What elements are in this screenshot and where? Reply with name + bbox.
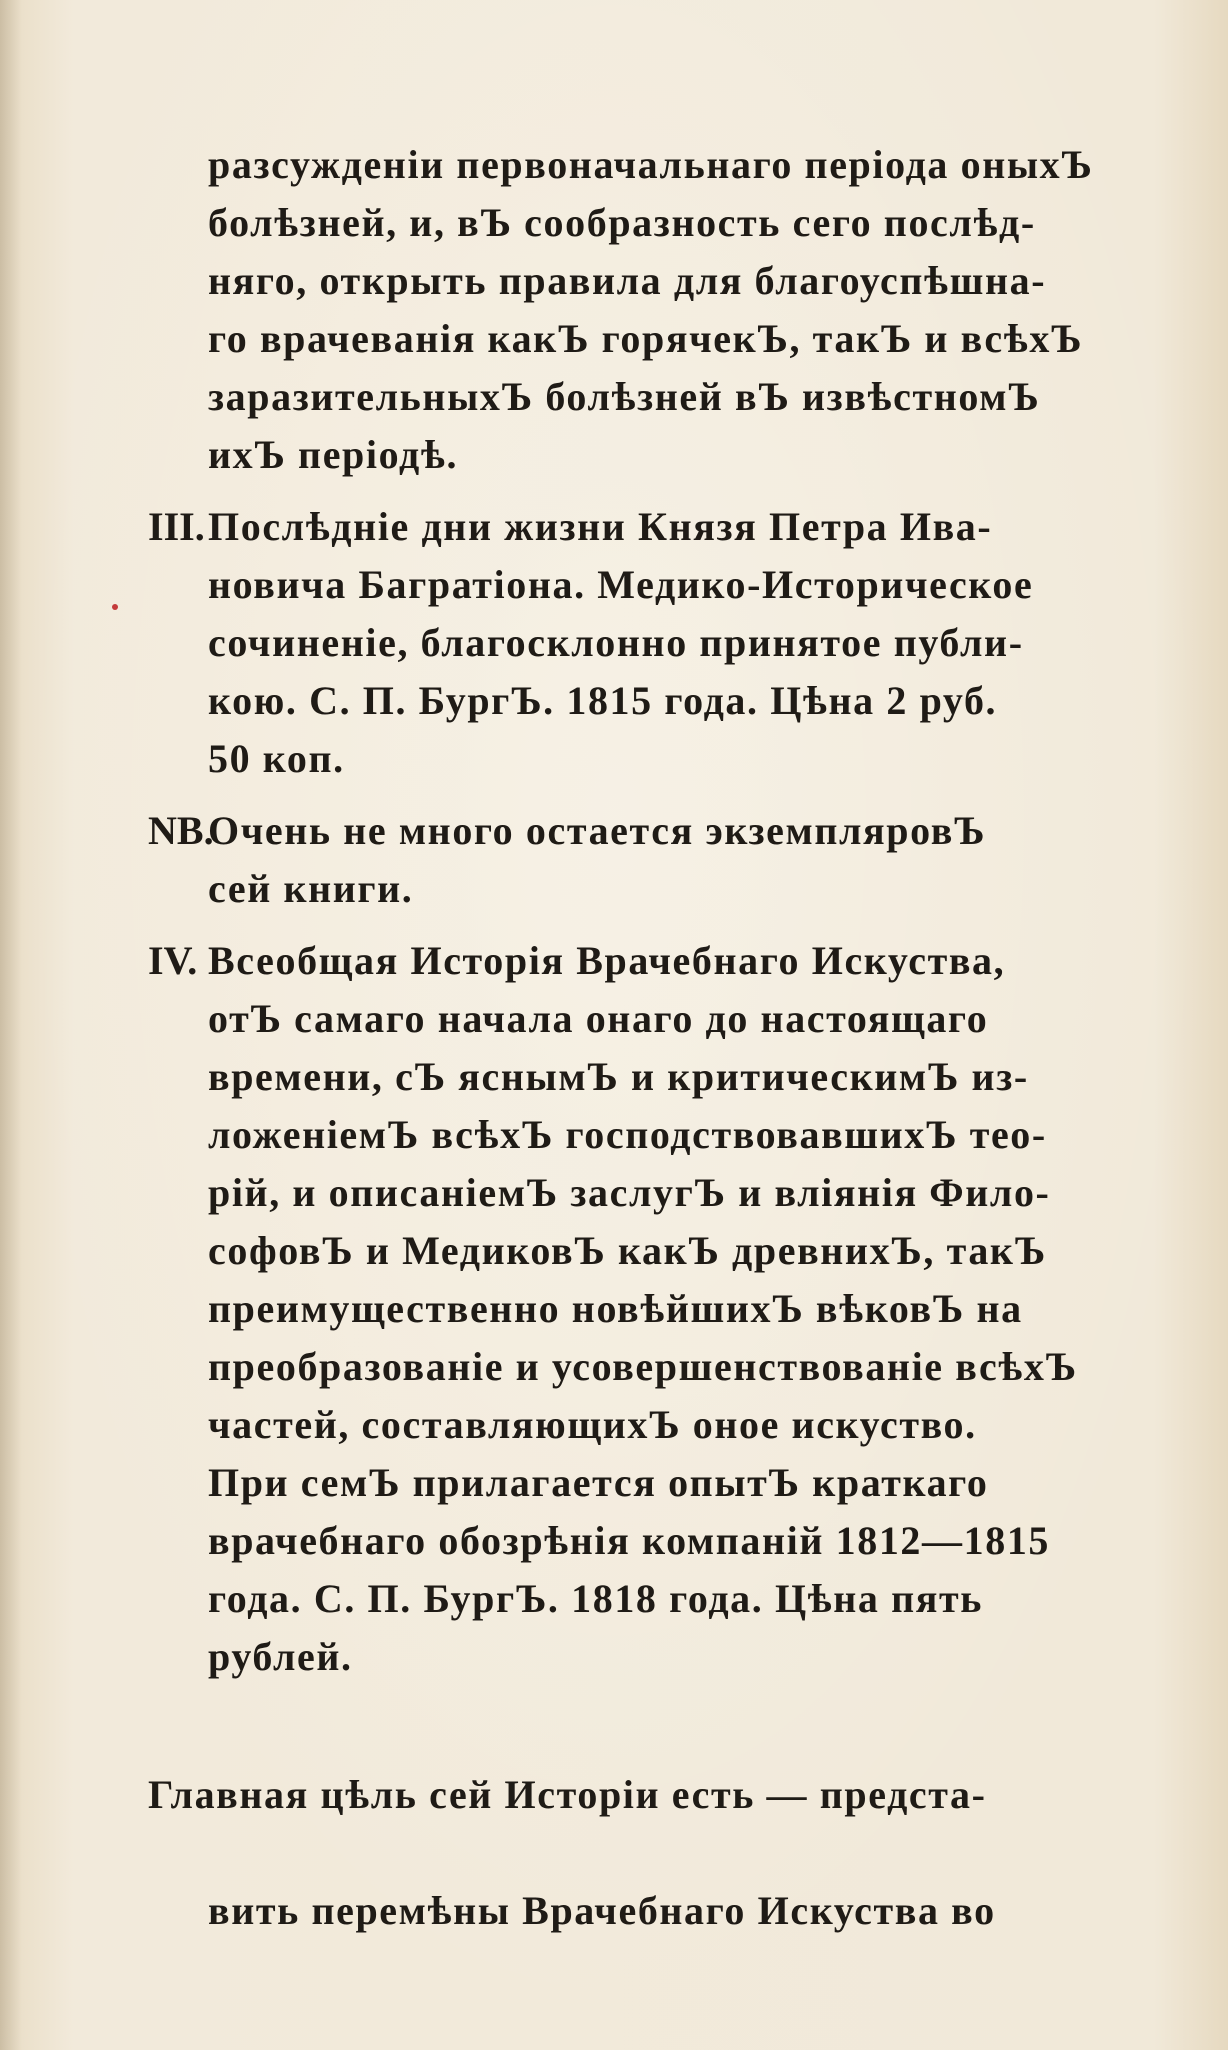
ink-speck — [112, 604, 118, 610]
entry-nb-label: NB. — [148, 808, 214, 853]
final-paragraph-first-line: Главная цѣль сей Исторіи есть — предста- — [148, 1772, 987, 1817]
entry-3-number: III. — [148, 504, 205, 549]
entry-nb-text: Очень не много остается экземпляровЪ сей книги. — [208, 808, 987, 911]
entry-4 — [148, 932, 1168, 1686]
final-paragraph — [148, 1708, 1168, 1998]
final-paragraph-rest: вить перемѣны Врачебнаго Искуства во — [208, 1888, 996, 1933]
entry-4-number: IV. — [148, 938, 198, 983]
entry-nb — [148, 802, 1168, 918]
entry-4-text: Всеобщая Исторія Врачебнаго Искуства, отЪ самаго начала онаго до настоящаго времени, сЪ яснымЪ и критическимЪ из- ложеніемЪ всѣхЪ господствовавшихЪ тео- рій, и описаніемЪ заслугЪ и вліянія Фило- софовЪ и МедиковЪ какЪ древнихЪ, такЪ преимущественно новѣйшихЪ вѣковЪ на преобразованіе и усовершенствованіе всѣхЪ частей, составляющихЪ оное искуство. При семЪ прилагается опытЪ краткаго врачебнаго обозрѣнія компаній 1812—1815 года. С. П. БургЪ. 1818 года. Цѣна пять рублей. — [208, 938, 1078, 1679]
entry-3 — [148, 498, 1168, 788]
intro-paragraph: разсужденіи первоначальнаго періода оныхЪ болѣзней, и, вЪ сообразность сего послѣд- няго, открыть правила для благоуспѣшна- го врачеванія какЪ горячекЪ, такЪ и всѣхЪ заразительныхЪ болѣзней вЪ извѣстномЪ ихЪ періодѣ. — [208, 142, 1094, 477]
entry-3-text: Послѣдніе дни жизни Князя Петра Ива- новича Багратіона. Медико-Историческое сочиненіе, благосклонно принятое публи- кою. С. П. БургЪ. 1815 года. Цѣна 2 руб. 50 коп. — [208, 504, 1034, 781]
